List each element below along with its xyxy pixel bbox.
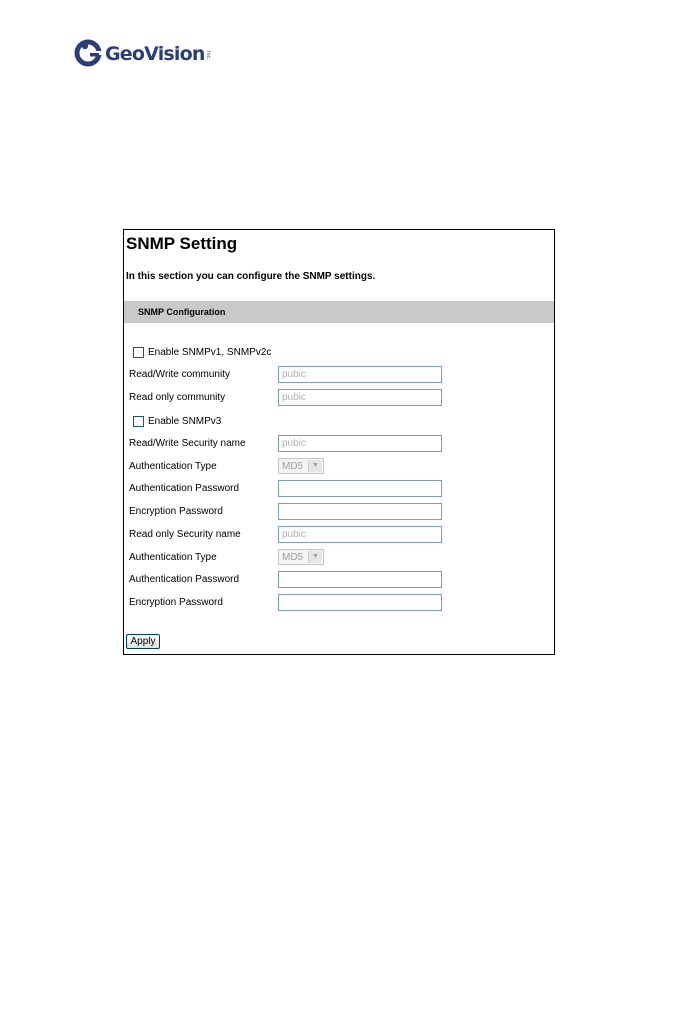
ro-community-row bbox=[129, 389, 549, 407]
rw-auth-type-select[interactable] bbox=[278, 458, 324, 474]
chevron-down-icon[interactable]: ▼ bbox=[308, 460, 322, 472]
rw-auth-password-input[interactable] bbox=[278, 480, 442, 497]
enable-snmpv3-checkbox[interactable] bbox=[133, 416, 144, 427]
enable-snmpv1-v2c-checkbox[interactable] bbox=[133, 347, 144, 358]
ro-enc-password-label: Encryption Password bbox=[129, 597, 223, 608]
chevron-down-icon[interactable]: ▼ bbox=[308, 551, 322, 563]
ro-security-name-label: Read only Security name bbox=[129, 529, 241, 540]
page-description: In this section you can configure the SNMP settings. bbox=[126, 271, 376, 282]
enable-snmpv3-label: Enable SNMPv3 bbox=[148, 416, 222, 427]
section-header bbox=[124, 301, 554, 323]
ro-community-label: Read only community bbox=[129, 392, 226, 403]
rw-auth-password-label: Authentication Password bbox=[129, 483, 240, 494]
rw-enc-password-row bbox=[129, 503, 549, 521]
ro-enc-password-row bbox=[129, 594, 549, 612]
ro-auth-password-row bbox=[129, 571, 549, 589]
logo-suffix: Inc. bbox=[205, 51, 211, 60]
rw-enc-password-input[interactable] bbox=[278, 503, 442, 520]
rw-auth-type-row bbox=[129, 458, 549, 476]
ro-security-name-row bbox=[129, 526, 549, 544]
ro-auth-password-label: Authentication Password bbox=[129, 574, 240, 585]
ro-auth-type-select[interactable] bbox=[278, 549, 324, 565]
ro-enc-password-input[interactable] bbox=[278, 594, 442, 611]
rw-enc-password-label: Encryption Password bbox=[129, 506, 223, 517]
rw-community-row bbox=[129, 366, 549, 384]
rw-security-name-input[interactable]: pubic bbox=[278, 435, 442, 452]
enable-snmpv1-v2c-label: Enable SNMPv1, SNMPv2c bbox=[148, 347, 272, 358]
rw-community-input[interactable]: pubic bbox=[278, 366, 442, 383]
section-label: SNMP Configuration bbox=[138, 307, 226, 317]
rw-security-name-label: Read/Write Security name bbox=[129, 438, 246, 449]
ro-auth-type-row bbox=[129, 549, 549, 567]
ro-auth-type-value: MD5 bbox=[282, 552, 304, 563]
snmp-setting-panel bbox=[123, 229, 555, 655]
logo-text: GeoVision bbox=[105, 43, 205, 65]
geovision-logo bbox=[74, 38, 214, 72]
rw-auth-password-row bbox=[129, 480, 549, 498]
rw-community-label: Read/Write community bbox=[129, 369, 230, 380]
rw-auth-type-label: Authentication Type bbox=[129, 461, 217, 472]
ro-community-input[interactable]: pubic bbox=[278, 389, 442, 406]
ro-auth-password-input[interactable] bbox=[278, 571, 442, 588]
rw-auth-type-value: MD5 bbox=[282, 461, 304, 472]
page-title: SNMP Setting bbox=[126, 234, 238, 253]
ro-auth-type-label: Authentication Type bbox=[129, 552, 217, 563]
rw-security-name-row bbox=[129, 435, 549, 453]
geovision-logo-icon bbox=[74, 38, 104, 68]
apply-button[interactable]: Apply bbox=[126, 634, 160, 649]
ro-security-name-input[interactable]: pubic bbox=[278, 526, 442, 543]
